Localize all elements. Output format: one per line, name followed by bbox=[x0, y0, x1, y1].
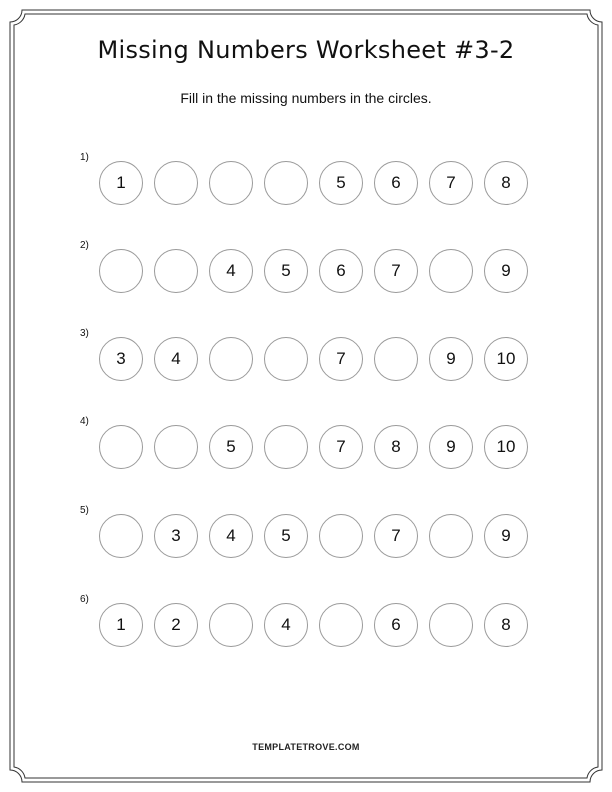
number-circle: 5 bbox=[264, 514, 308, 558]
number-circle: 8 bbox=[374, 425, 418, 469]
problem-number: 1) bbox=[80, 152, 89, 163]
number-circle: 5 bbox=[209, 425, 253, 469]
number-circle[interactable] bbox=[154, 249, 198, 293]
number-circle: 4 bbox=[209, 514, 253, 558]
problem-number: 6) bbox=[80, 594, 89, 605]
number-circle[interactable] bbox=[209, 161, 253, 205]
problem-row bbox=[0, 328, 612, 385]
number-circle[interactable] bbox=[264, 425, 308, 469]
problem-number: 4) bbox=[80, 416, 89, 427]
number-circle: 6 bbox=[319, 249, 363, 293]
number-circle[interactable] bbox=[209, 603, 253, 647]
number-circle[interactable] bbox=[319, 514, 363, 558]
number-circle: 5 bbox=[264, 249, 308, 293]
number-circle[interactable] bbox=[99, 425, 143, 469]
problem-row bbox=[0, 416, 612, 473]
number-circle: 7 bbox=[319, 337, 363, 381]
number-circle[interactable] bbox=[319, 603, 363, 647]
number-circle[interactable] bbox=[154, 425, 198, 469]
number-circle[interactable] bbox=[264, 161, 308, 205]
number-circle: 6 bbox=[374, 161, 418, 205]
worksheet-title: Missing Numbers Worksheet #3-2 bbox=[97, 36, 515, 64]
number-circle: 9 bbox=[484, 249, 528, 293]
number-circle: 8 bbox=[484, 161, 528, 205]
number-circle[interactable] bbox=[429, 249, 473, 293]
problem-row bbox=[0, 240, 612, 297]
number-circle: 9 bbox=[429, 425, 473, 469]
worksheet-instructions: Fill in the missing numbers in the circles. bbox=[180, 90, 432, 106]
number-circle[interactable] bbox=[99, 514, 143, 558]
number-circle: 4 bbox=[154, 337, 198, 381]
number-circle: 9 bbox=[484, 514, 528, 558]
number-circle: 10 bbox=[484, 337, 528, 381]
number-circle: 5 bbox=[319, 161, 363, 205]
problem-row bbox=[0, 505, 612, 562]
number-circle: 7 bbox=[429, 161, 473, 205]
number-circle: 3 bbox=[99, 337, 143, 381]
number-circle: 7 bbox=[374, 249, 418, 293]
number-circle[interactable] bbox=[264, 337, 308, 381]
number-circle: 10 bbox=[484, 425, 528, 469]
number-circle: 6 bbox=[374, 603, 418, 647]
problem-number: 3) bbox=[80, 328, 89, 339]
number-circle: 7 bbox=[374, 514, 418, 558]
number-circle: 8 bbox=[484, 603, 528, 647]
number-circle: 4 bbox=[209, 249, 253, 293]
number-circle: 4 bbox=[264, 603, 308, 647]
number-circle: 9 bbox=[429, 337, 473, 381]
number-circle[interactable] bbox=[209, 337, 253, 381]
problem-row bbox=[0, 152, 612, 209]
footer-site-credit: TEMPLATETROVE.COM bbox=[252, 742, 360, 752]
number-circle[interactable] bbox=[99, 249, 143, 293]
problem-number: 2) bbox=[80, 240, 89, 251]
number-circle: 3 bbox=[154, 514, 198, 558]
number-circle: 1 bbox=[99, 603, 143, 647]
problem-row bbox=[0, 594, 612, 651]
number-circle[interactable] bbox=[154, 161, 198, 205]
number-circle[interactable] bbox=[429, 603, 473, 647]
number-circle[interactable] bbox=[374, 337, 418, 381]
number-circle: 2 bbox=[154, 603, 198, 647]
problem-number: 5) bbox=[80, 505, 89, 516]
number-circle: 7 bbox=[319, 425, 363, 469]
number-circle: 1 bbox=[99, 161, 143, 205]
number-circle[interactable] bbox=[429, 514, 473, 558]
